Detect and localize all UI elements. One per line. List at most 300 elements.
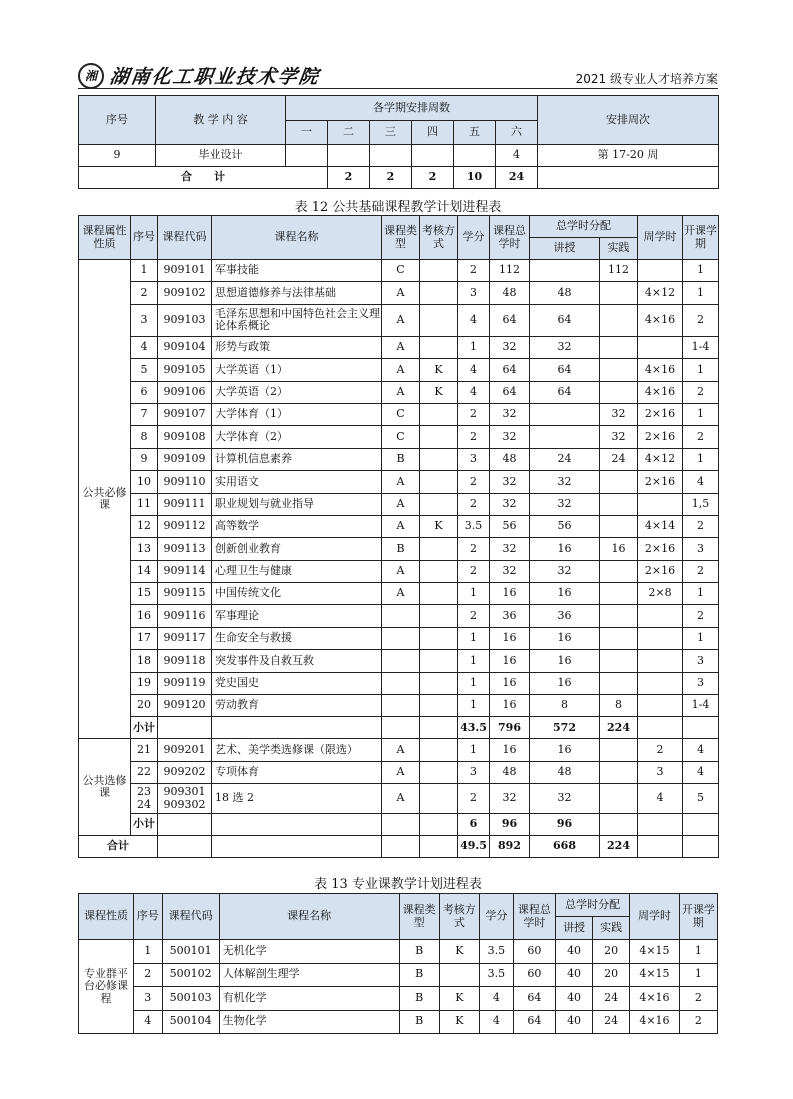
cell: 40 (556, 987, 593, 1011)
cell: 心理卫生与健康 (212, 560, 382, 582)
cell (382, 717, 420, 739)
cell-line: 909302 (163, 797, 206, 811)
cell: 909119 (158, 672, 212, 694)
cell: 909107 (158, 403, 212, 425)
table-row (79, 493, 719, 515)
t12-header-dist: 总学时分配 (530, 216, 638, 238)
cell: 48 (530, 282, 600, 304)
cell: 2 (458, 560, 490, 582)
t12-header-term: 开课学期 (683, 216, 719, 260)
cell: 3.5 (479, 963, 513, 987)
cell: 1 (679, 963, 717, 987)
cell: 18 选 2 (212, 784, 382, 814)
cell: 大学体育（1） (212, 403, 382, 425)
cell: A (382, 560, 420, 582)
cell (683, 814, 719, 836)
cell: 16 (490, 650, 530, 672)
cell: 3 (683, 672, 719, 694)
cell: 32 (490, 493, 530, 515)
cell: 16 (490, 695, 530, 717)
cell (420, 260, 458, 282)
cell (530, 260, 600, 282)
table-row (79, 538, 719, 560)
cell (420, 282, 458, 304)
cell: 19 (131, 672, 158, 694)
cell: 4×16 (630, 987, 680, 1011)
cell: 24 (593, 1010, 630, 1034)
cell: 生命安全与救援 (212, 627, 382, 649)
cell-line: 24 (137, 797, 151, 811)
cell (420, 304, 458, 336)
table-row (79, 583, 719, 605)
cell (600, 814, 638, 836)
cell (600, 515, 638, 537)
cell: A (382, 784, 420, 814)
cell: 909202 (158, 761, 212, 783)
cell: 毕业设计 (156, 145, 286, 167)
cell: 4×12 (638, 448, 683, 470)
cell: 500103 (162, 987, 219, 1011)
cell: 4×16 (638, 359, 683, 381)
cell: 有机化学 (219, 987, 399, 1011)
t13-header-weekly: 周学时 (630, 894, 680, 940)
cell: 909101 (158, 260, 212, 282)
cell: 4×16 (638, 304, 683, 336)
cell: 11 (131, 493, 158, 515)
table-row (79, 282, 719, 304)
cell: 1-4 (683, 695, 719, 717)
table-row (79, 336, 719, 358)
school-seal-icon: 湘 (78, 63, 104, 89)
cell: 1 (683, 260, 719, 282)
cell: 16 (530, 627, 600, 649)
cell (638, 695, 683, 717)
table-row (79, 605, 719, 627)
cell: 20 (593, 940, 630, 964)
cell (683, 717, 719, 739)
table-row (79, 260, 719, 282)
cell: 909111 (158, 493, 212, 515)
cell (420, 403, 458, 425)
table-row (79, 940, 718, 964)
cell: 8 (131, 426, 158, 448)
cell (638, 336, 683, 358)
cell: 1 (683, 282, 719, 304)
subtotal-label: 小计 (131, 814, 158, 836)
cell (382, 695, 420, 717)
cell: A (382, 304, 420, 336)
cell: 17 (131, 627, 158, 649)
cell: 64 (490, 359, 530, 381)
cell: 1 (131, 260, 158, 282)
cell: 4×15 (630, 940, 680, 964)
cell: 22 (131, 761, 158, 783)
table-row (79, 650, 719, 672)
cell (530, 426, 600, 448)
cell: 4 (683, 471, 719, 493)
cell: 职业规划与就业指导 (212, 493, 382, 515)
cell (600, 493, 638, 515)
cell: 64 (513, 1010, 555, 1034)
cell: 6 (131, 381, 158, 403)
cell: 3 (458, 448, 490, 470)
t11-header-sem: 一 (286, 121, 328, 145)
cell (600, 672, 638, 694)
cell (286, 145, 328, 167)
cell (328, 145, 370, 167)
cell: 1 (458, 739, 490, 761)
t12-header-lecture: 讲授 (530, 238, 600, 260)
t12-header-exam: 考核方式 (420, 216, 458, 260)
cell: C (382, 260, 420, 282)
cell: 2×16 (638, 426, 683, 448)
cell: 3 (458, 761, 490, 783)
cell: A (382, 359, 420, 381)
cell: 2×16 (638, 403, 683, 425)
table-row (79, 695, 719, 717)
cell: 24 (593, 987, 630, 1011)
cell: B (382, 538, 420, 560)
cell: 2×16 (638, 560, 683, 582)
cell: K (420, 515, 458, 537)
cell: A (382, 336, 420, 358)
cell (420, 717, 458, 739)
t13-header-exam: 考核方式 (439, 894, 479, 940)
t12-header-name: 课程名称 (212, 216, 382, 260)
cell (638, 717, 683, 739)
cell: 60 (513, 940, 555, 964)
cell (530, 403, 600, 425)
t11-header-content: 教 学 内 容 (156, 96, 286, 145)
cell: 500104 (162, 1010, 219, 1034)
cell: 1 (458, 695, 490, 717)
cell: 党史国史 (212, 672, 382, 694)
cell: 1 (458, 336, 490, 358)
cell: 909105 (158, 359, 212, 381)
cell: 毛泽东思想和中国特色社会主义理论体系概论 (212, 304, 382, 336)
cell: K (420, 381, 458, 403)
cell: 24 (496, 167, 538, 189)
subtotal-row (79, 717, 719, 739)
t12-header-credit: 学分 (458, 216, 490, 260)
table-row (79, 739, 719, 761)
cell: 1 (683, 627, 719, 649)
cell: 64 (530, 304, 600, 336)
cell (382, 672, 420, 694)
cell (600, 560, 638, 582)
table-row (79, 784, 719, 814)
t12-header-type: 课程类型 (382, 216, 420, 260)
cell: 1 (683, 403, 719, 425)
cell: 224 (600, 836, 638, 858)
cell (131, 784, 158, 814)
cell (600, 627, 638, 649)
t11-header-sem: 三 (370, 121, 412, 145)
cell: B (399, 1010, 439, 1034)
plan-title: 2021 级专业人才培养方案 (575, 72, 718, 86)
cell: 96 (490, 814, 530, 836)
cell: 15 (131, 583, 158, 605)
table-11-weeks (78, 95, 719, 189)
cell: 909112 (158, 515, 212, 537)
table-row (79, 987, 718, 1011)
cell: 4 (638, 784, 683, 814)
cell (420, 560, 458, 582)
cell: 18 (131, 650, 158, 672)
cell (683, 836, 719, 858)
cell: 创新创业教育 (212, 538, 382, 560)
table-row (79, 448, 719, 470)
cell: 2×16 (638, 471, 683, 493)
total-row (79, 836, 719, 858)
cell: K (439, 940, 479, 964)
cell: 64 (490, 304, 530, 336)
table-12-caption: 表 12 公共基础课程教学计划进程表 (294, 200, 502, 215)
cell: 3 (131, 304, 158, 336)
cell-line: 909301 (163, 785, 206, 799)
cell (158, 814, 212, 836)
cell: A (382, 381, 420, 403)
cell (420, 695, 458, 717)
t13-header-code: 课程代码 (162, 894, 219, 940)
cell: 2 (134, 963, 163, 987)
cell (382, 627, 420, 649)
cell (382, 836, 420, 858)
t13-header-name: 课程名称 (219, 894, 399, 940)
cell: 16 (530, 538, 600, 560)
cell: 大学英语（2） (212, 381, 382, 403)
cell: 2 (638, 739, 683, 761)
cell: 5 (131, 359, 158, 381)
cell: 909103 (158, 304, 212, 336)
cell: 32 (490, 784, 530, 814)
cell: 500102 (162, 963, 219, 987)
cell (382, 605, 420, 627)
t12-header-seq: 序号 (131, 216, 158, 260)
cell: 32 (530, 784, 600, 814)
cell: 24 (600, 448, 638, 470)
cell (600, 583, 638, 605)
cell: 10 (454, 167, 496, 189)
cell: 668 (530, 836, 600, 858)
cell: 1,5 (683, 493, 719, 515)
cell: 2 (679, 987, 717, 1011)
table-row (79, 381, 719, 403)
cell: 909110 (158, 471, 212, 493)
cell: 4×12 (638, 282, 683, 304)
t13-header-lecture: 讲授 (556, 917, 593, 940)
cell: 8 (600, 695, 638, 717)
cell: 892 (490, 836, 530, 858)
cell: 2 (683, 560, 719, 582)
t11-header-seq: 序号 (79, 96, 156, 145)
cell (382, 814, 420, 836)
cell: 32 (490, 403, 530, 425)
cell: 16 (490, 739, 530, 761)
cell: 48 (490, 282, 530, 304)
cell (600, 605, 638, 627)
cell (600, 739, 638, 761)
cell: 16 (490, 672, 530, 694)
cell: 16 (490, 583, 530, 605)
cell: B (382, 448, 420, 470)
cell (158, 836, 212, 858)
cell: 2 (412, 167, 454, 189)
cell: 21 (131, 739, 158, 761)
cell (439, 963, 479, 987)
cell: 劳动教育 (212, 695, 382, 717)
cell: A (382, 739, 420, 761)
cell: 909201 (158, 739, 212, 761)
cell: 909108 (158, 426, 212, 448)
cell: 4 (131, 336, 158, 358)
cell: 军事理论 (212, 605, 382, 627)
cell: 4 (683, 761, 719, 783)
cell: 突发事件及自救互救 (212, 650, 382, 672)
cell: 112 (600, 260, 638, 282)
cell (600, 650, 638, 672)
t13-header-type: 课程类型 (399, 894, 439, 940)
cell: 3.5 (458, 515, 490, 537)
cell: 909104 (158, 336, 212, 358)
cell: 909116 (158, 605, 212, 627)
t13-header-term: 开课学期 (679, 894, 717, 940)
cell: 3 (458, 282, 490, 304)
group-label: 公共必修课 (79, 260, 131, 739)
cell: 16 (131, 605, 158, 627)
cell: 6 (458, 814, 490, 836)
cell: 2 (458, 260, 490, 282)
cell (638, 672, 683, 694)
cell: 2 (131, 282, 158, 304)
cell (638, 627, 683, 649)
cell: 13 (131, 538, 158, 560)
cell: 909113 (158, 538, 212, 560)
cell: 48 (530, 761, 600, 783)
cell: 20 (131, 695, 158, 717)
t12-header-total-hours: 课程总学时 (490, 216, 530, 260)
cell: 16 (530, 672, 600, 694)
cell (158, 717, 212, 739)
cell: 909102 (158, 282, 212, 304)
cell: 2 (683, 426, 719, 448)
cell (420, 426, 458, 448)
cell: K (439, 1010, 479, 1034)
school-name-logo: 湖南化工职业技术学院 (108, 66, 322, 88)
cell: 48 (490, 761, 530, 783)
cell: 1 (683, 583, 719, 605)
table-12-public-courses (78, 215, 719, 858)
cell: 112 (490, 260, 530, 282)
cell: C (382, 403, 420, 425)
cell: K (439, 987, 479, 1011)
cell: 32 (530, 493, 600, 515)
cell: B (399, 963, 439, 987)
cell: 32 (600, 403, 638, 425)
cell: 形势与政策 (212, 336, 382, 358)
cell: 43.5 (458, 717, 490, 739)
cell (420, 336, 458, 358)
table-row (79, 672, 719, 694)
table-row (79, 1010, 718, 1034)
cell: 1 (683, 359, 719, 381)
cell: 艺术、美学类选修课（限选） (212, 739, 382, 761)
cell: 军事技能 (212, 260, 382, 282)
cell (600, 304, 638, 336)
cell (382, 650, 420, 672)
cell: 1 (458, 583, 490, 605)
cell: 32 (490, 538, 530, 560)
cell: 2 (458, 471, 490, 493)
cell: 64 (530, 381, 600, 403)
cell: 1 (134, 940, 163, 964)
cell: 1 (458, 650, 490, 672)
cell: 909114 (158, 560, 212, 582)
cell: 第 17-20 周 (538, 145, 719, 167)
school-logo (78, 62, 320, 89)
cell: 40 (556, 963, 593, 987)
cell (412, 145, 454, 167)
t11-header-sem: 四 (412, 121, 454, 145)
cell: 5 (683, 784, 719, 814)
cell: 909120 (158, 695, 212, 717)
cell: 2 (458, 426, 490, 448)
cell: 9 (79, 145, 156, 167)
cell (600, 359, 638, 381)
cell: A (382, 761, 420, 783)
cell: 中国传统文化 (212, 583, 382, 605)
cell: 14 (131, 560, 158, 582)
cell: 909109 (158, 448, 212, 470)
cell (420, 605, 458, 627)
cell: 4 (479, 1010, 513, 1034)
cell: A (382, 583, 420, 605)
table-row (79, 359, 719, 381)
cell: B (399, 940, 439, 964)
cell: 2 (683, 304, 719, 336)
cell (638, 605, 683, 627)
cell: 909117 (158, 627, 212, 649)
cell: 1-4 (683, 336, 719, 358)
table-13-professional-courses (78, 893, 718, 1034)
table-row (79, 761, 719, 783)
t11-header-arrange: 安排周次 (538, 96, 719, 145)
cell: 8 (530, 695, 600, 717)
cell: 32 (530, 336, 600, 358)
subtotal-label: 小计 (131, 717, 158, 739)
cell: A (382, 282, 420, 304)
cell: 2 (458, 538, 490, 560)
cell (420, 784, 458, 814)
t13-header-total-hours: 课程总学时 (513, 894, 555, 940)
cell: 40 (556, 1010, 593, 1034)
group-label: 专业群平台必修课程 (79, 940, 134, 1034)
cell: 1 (679, 940, 717, 964)
cell: 16 (600, 538, 638, 560)
cell (212, 814, 382, 836)
cell: 大学英语（1） (212, 359, 382, 381)
cell: 64 (513, 987, 555, 1011)
cell-line: 23 (137, 785, 151, 799)
cell (420, 493, 458, 515)
cell: 64 (490, 381, 530, 403)
cell (638, 650, 683, 672)
total-row (79, 167, 719, 189)
t12-header-code: 课程代码 (158, 216, 212, 260)
cell (420, 672, 458, 694)
cell: 572 (530, 717, 600, 739)
cell: 2 (683, 381, 719, 403)
